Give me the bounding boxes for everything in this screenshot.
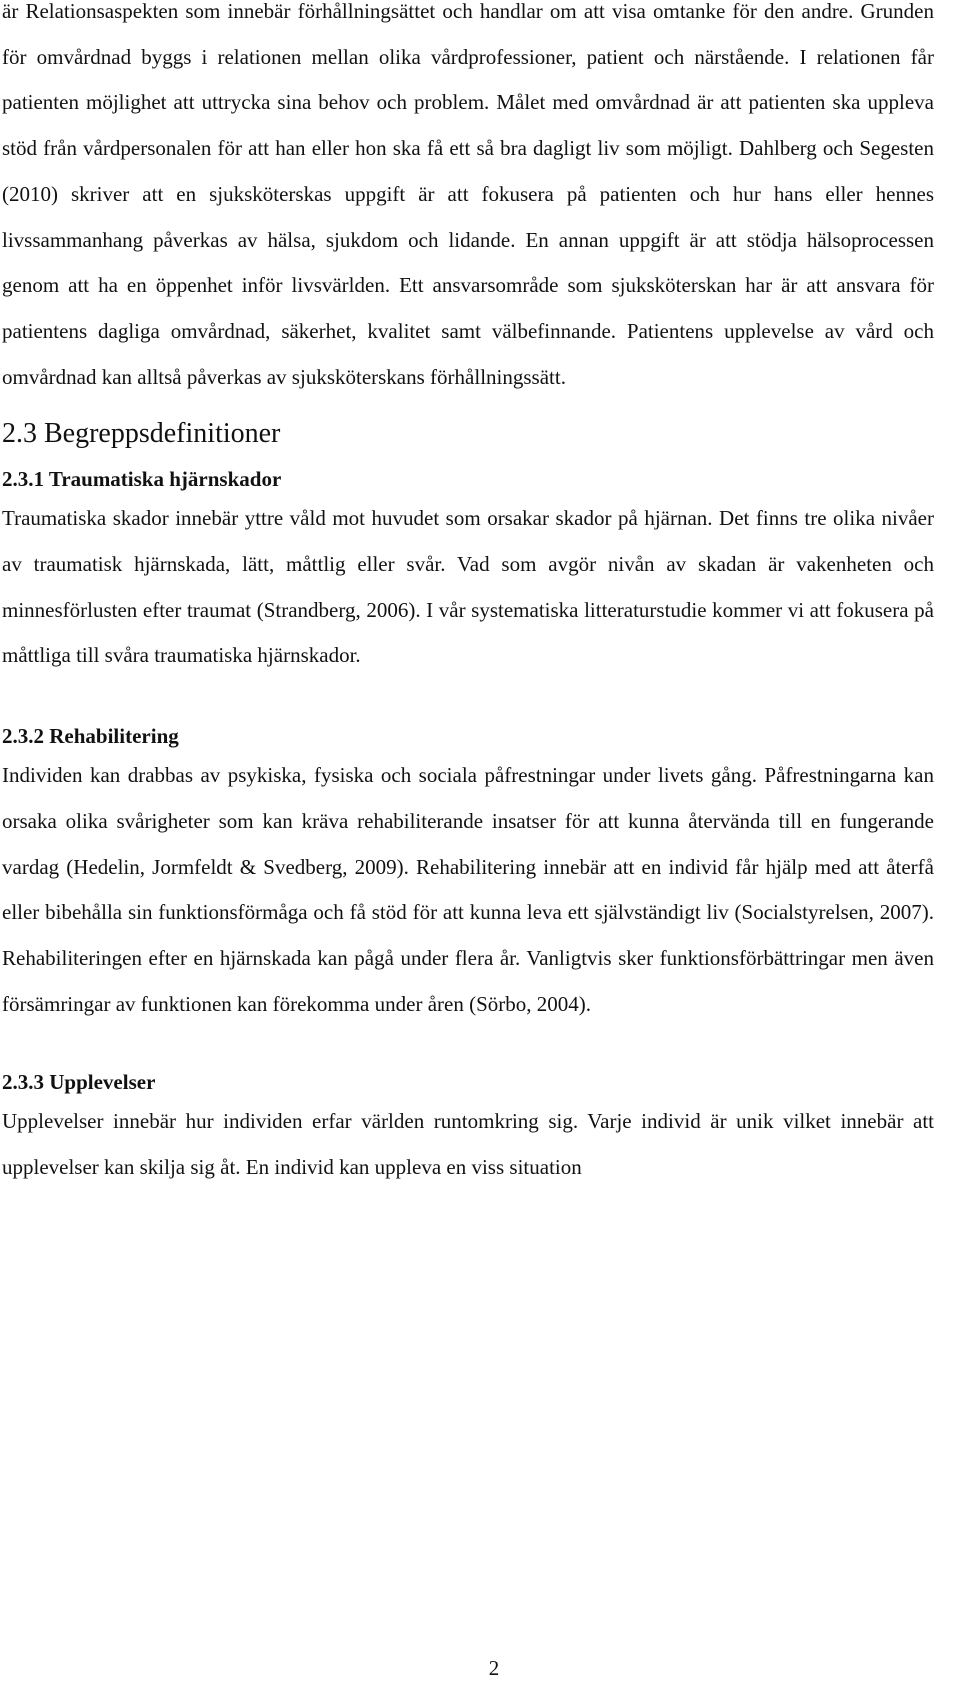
- subsection-heading-upplevelser: 2.3.3 Upplevelser: [2, 1070, 156, 1095]
- page-number: 2: [488, 1656, 500, 1680]
- rehab-paragraph: Individen kan drabbas av psykiska, fysiska och sociala påfrestningar under livets gång. Påfrestningarna kan orsaka olika svårigheter som kan kräva rehabiliterande insatser för att kunna återvända till en fungerande vardag (Hedelin, Jormfeldt & Svedberg, 2009). Rehabilitering innebär att en individ får hjälp med att återfå eller bibehålla sin funktionsförmåga och få stöd för att kunna leva ett självständigt liv (Socialstyrelsen, 2007). Rehabiliteringen efter en hjärnskada kan pågå under flera år. Vanligtvis sker funktionsförbättringar men även försämringar av funktionen kan förekomma under åren (Sörbo, 2004).: [2, 763, 934, 1016]
- page-content: [2, 0, 934, 1191]
- upplevelser-paragraph: Upplevelser innebär hur individen erfar världen runtomkring sig. Varje individ är unik vilket innebär att upplevelser kan skilja sig åt. En individ kan uppleva en viss situation: [2, 1109, 934, 1180]
- subsection-heading-rehab: 2.3.2 Rehabilitering: [2, 724, 179, 749]
- subsection-heading-trauma: 2.3.1 Traumatiska hjärnskador: [2, 467, 282, 492]
- trauma-paragraph: Traumatiska skador innebär yttre våld mot huvudet som orsakar skador på hjärnan. Det finns tre olika nivåer av traumatisk hjärnskada, lätt, måttlig eller svår. Vad som avgör nivån av skadan är vakenheten och minnesförlusten efter traumat (Strandberg, 2006). I vår systematiska litteraturstudie kommer vi att fokusera på måttliga till svåra traumatiska hjärnskador.: [2, 506, 934, 668]
- section-title: 2.3 Begreppsdefinitioner: [2, 418, 281, 450]
- intro-paragraph: är Relationsaspekten som innebär förhållningsättet och handlar om att visa omtanke för den andre. Grunden för omvårdnad byggs i relationen mellan olika vårdprofessioner, patient och närstående. I relationen får patienten möjlighet att uttrycka sina behov och problem. Målet med omvårdnad är att patienten ska uppleva stöd från vårdpersonalen för att han eller hon ska få ett så bra dagligt liv som möjligt. Dahlberg och Segesten (2010) skriver att en sjuksköterskas uppgift är att fokusera på patienten och hur hans eller hennes livssammanhang påverkas av hälsa, sjukdom och lidande. En annan uppgift är att stödja hälsoprocessen genom att ha en öppenhet inför livsvärlden. Ett ansvarsområde som sjuksköterskan har är att ansvara för patientens dagliga omvårdnad, säkerhet, kvalitet samt välbefinnande. Patientens upplevelse av vård och omvårdnad kan alltså påverkas av sjuksköterskans förhållningssätt.: [2, 0, 934, 389]
